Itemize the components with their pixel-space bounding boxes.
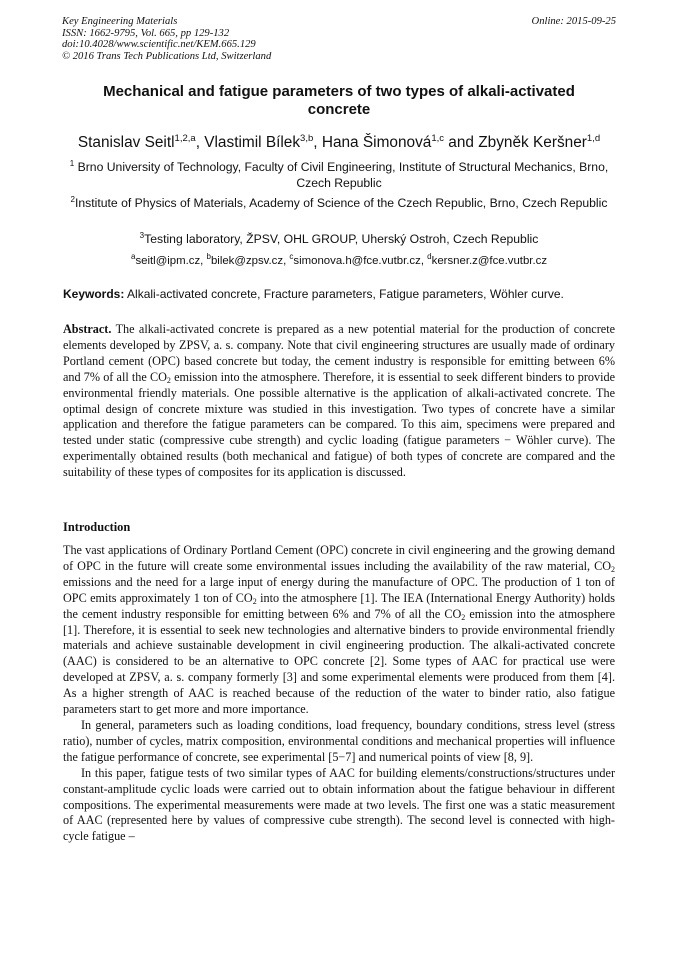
copyright-line: © 2016 Trans Tech Publications Ltd, Switzerland [62, 50, 272, 62]
section-heading-introduction: Introduction [63, 520, 131, 534]
online-date: Online: 2015-09-25 [531, 16, 616, 27]
email-sup: d [427, 252, 432, 261]
journal-name: Key Engineering Materials [62, 16, 178, 27]
paragraph-text: The vast applications of Ordinary Portland Cement (OPC) concrete in civil engineering and the growing demand of OPC in the future will create some environmental issues including the availability of the raw material, CO [63, 543, 615, 573]
affiliation-2 [60, 192, 618, 211]
keywords-text: Alkali-activated concrete, Fracture parameters, Fatigue parameters, Wöhler curve. [124, 287, 564, 301]
affiliation-sup: 1 [69, 159, 75, 168]
affiliation-text: Institute of Physics of Materials, Academy of Science of the Czech Republic, Brno, Czech Republic [75, 196, 608, 211]
author-sup: 1,c [431, 133, 445, 144]
email-address[interactable]: seitl@ipm.cz, [135, 254, 207, 267]
keywords-label: Keywords: [63, 287, 125, 301]
abstract-text: The alkali-activated concrete is prepared as a new potential material for the production of concrete elements developed by ZPSV, a. s. company. Note that civil engineering structures are usually made of ordinary Portland cement (OPC) based concrete but today, the cement industry is responsible for emitting between 6% and 7% of all the CO [63, 322, 615, 384]
email-address[interactable]: bilek@zpsv.cz, [210, 254, 290, 267]
abstract-section [63, 322, 615, 481]
affiliation-sup: 3 [139, 231, 145, 240]
abstract-label: Abstract. [63, 322, 112, 336]
author-name: Zbyněk Keršner [478, 134, 587, 152]
affiliation-1 [60, 156, 618, 191]
doi-line: doi:10.4028/www.scientific.net/KEM.665.129 [62, 39, 256, 51]
email-sup: b [206, 252, 211, 261]
affiliation-text: Testing laboratory, ŽPSV, OHL GROUP, Uherský Ostroh, Czech Republic [144, 232, 539, 247]
author-sup: 3,b [300, 133, 314, 144]
paragraph-text: into the atmosphere [1]. The IEA (International Energy Authority) holds the cement industry responsible for emitting between 6% and 7% of all the CO [63, 590, 615, 621]
author-sup: 1,2,a [174, 133, 196, 144]
email-address[interactable]: kersner.z@fce.vutbr.cz [431, 254, 548, 267]
issn-line: ISSN: 1662-9795, Vol. 665, pp 129-132 [62, 27, 230, 39]
author-sep: , [313, 134, 322, 152]
email-address[interactable]: simonova.h@fce.vutbr.cz, [293, 254, 428, 267]
author-sep: and [444, 134, 479, 152]
subscript: 2 [166, 375, 171, 385]
affiliation-text: Brno University of Technology, Faculty of Civil Engineering, Institute of Structural Mechanics, Brno, Czech Republic [74, 160, 609, 191]
subscript: 2 [252, 596, 257, 606]
keywords-line [63, 287, 618, 301]
affiliation-3 [60, 228, 618, 247]
author-name: Stanislav Seitl [77, 134, 175, 152]
introduction-section [63, 543, 615, 845]
intro-paragraph-2: In general, parameters such as loading conditions, load frequency, boundary conditions, stress level (stress ratio), number of cycles, matrix composition, environmental conditions and mechanical properties will influence the fatigue performance of concrete, see experimental [5−7] and numerical points of view [8, 9]. [63, 717, 615, 764]
intro-paragraph-1 [63, 543, 615, 718]
email-sup: a [130, 252, 136, 261]
author-list [40, 130, 638, 152]
author-sep: , [195, 134, 205, 152]
abstract-paragraph [63, 322, 615, 481]
abstract-text: emission into the atmosphere. Therefore, it is essential to seek different binders to provide environmental friendly materials. One possible alternative is the application of alkali-activated concrete. The optimal design of concrete mixture was studied in this investigation. Two types of concrete have a similar application and therefore the fatigue parameters can be compared. To this aim, specimens were prepared and tested under static (compressive cube strength) and cyclic loading (fatigue parameters − Wöhler curve). The experimentally obtained results (both mechanical and fatigue) of both types of concrete are compared and the suitability of these types of composites for its application is discussed. [63, 369, 616, 480]
author-sup: 1,d [586, 133, 601, 144]
email-list [40, 250, 638, 268]
journal-header [62, 16, 271, 62]
author-name: Hana Šimonová [321, 134, 432, 152]
subscript: 2 [461, 612, 466, 622]
email-sup: c [289, 252, 294, 261]
author-name: Vlastimil Bílek [204, 134, 301, 152]
affiliation-sup: 2 [70, 195, 75, 204]
paper-title: Mechanical and fatigue parameters of two types of alkali-activated concrete [103, 83, 575, 118]
intro-paragraph-3: In this paper, fatigue tests of two similar types of AAC for building elements/constructions/structures under constant-amplitude cyclic loads were carried out to obtain information about the fatigue behaviour in different compositions. The experimental measurements were made at two levels. The first one was a static measurement of AAC (represented here by values of compressive cube strength). The second level is connected with high-cycle fatigue – [63, 765, 615, 844]
subscript: 2 [611, 564, 615, 574]
paragraph-text: emissions and the need for a large input of energy during the manufacture of OPC. The production of 1 ton of OPC emits approximately 1 ton of CO [63, 574, 615, 605]
paragraph-text: emission into the atmosphere [1]. Therefore, it is essential to seek new technologies and alternative binders to provide environmental friendly materials and achieve sustainable development in civil engineering production. The alkali-activated concrete (AAC) is considered to be an alternative to OPC concrete [2]. Some types of AAC for practical use were developed at ZPSV, a. s. company formerly [3] and some experimental elements were produced from them [4]. As a higher strength of AAC is reached because of the reduction of the water to binder ratio, also fatigue parameters start to get more and more importance. [63, 606, 615, 717]
